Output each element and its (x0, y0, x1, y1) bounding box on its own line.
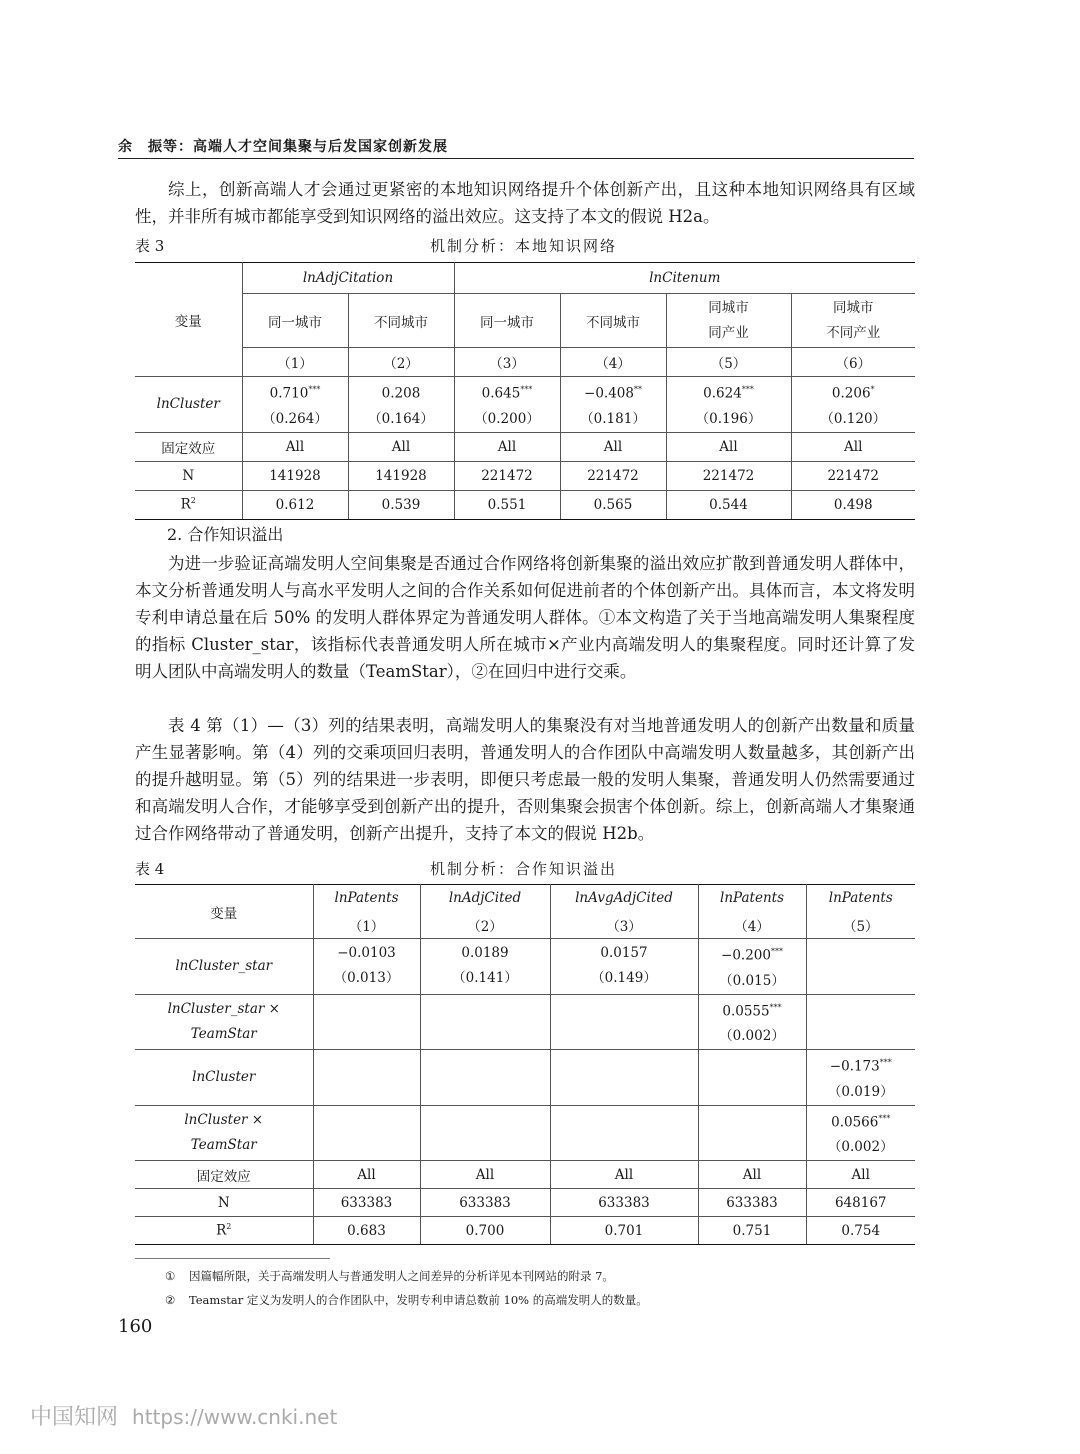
paragraph-results: 表 4 第（1）—（3）列的结果表明，高端发明人的集聚没有对当地普通发明人的创新产出数量和质量产生显著影响。第（4）列的交乘项回归表明，普通发明人的合作团队中高端发明人数量越多，其创新产出的提升越明显。第（5）列的结果进一步表明，即便只考虑最一般的发明人集聚，普通发明人仍然需要通过和高端发明人合作，才能够享受到创新产出的提升，否则集聚会损害个体创新。综上，创新高端人才集聚通过合作网络带动了普通发明，创新产出提升，支持了本文的假说 H2b。 (135, 716, 915, 843)
table3-cell: 221472 (791, 461, 915, 490)
table3-num1: （1） (242, 348, 348, 377)
table4-fe-label: 固定效应 (135, 1161, 313, 1189)
table4-num2: （2） (420, 912, 550, 939)
table3-col1: 同一城市 (242, 294, 348, 348)
table3-cell: All (348, 432, 454, 461)
table4-n-label: N (135, 1189, 313, 1217)
table4-label: 表 4 (135, 860, 165, 878)
table3-caption: 机制分析：本地知识网络 (430, 237, 618, 255)
table3-cell: 0.624*** （0.196） (666, 377, 791, 433)
table3-cell: All (560, 432, 666, 461)
table4-cell (420, 1050, 550, 1106)
table4-num4: （4） (698, 912, 806, 939)
page-number: 160 (118, 1316, 153, 1337)
table4-dep1: lnPatents (313, 885, 420, 912)
table3-num2: （2） (348, 348, 454, 377)
footnote-1-mark: ① (165, 1269, 176, 1283)
paragraph-collab: 为进一步验证高端发明人空间集聚是否通过合作网络将创新集聚的溢出效应扩散到普通发明人群体中，本文分析普通发明人与高水平发明人之间的合作关系如何促进前者的个体创新产出。具体而言，本文将发明专利申请总量在后 50% 的发明人群体界定为普通发明人群体。①本文构造了关于当地高端发明人集聚程度的指标 Cluster_star，该指标代表普通发明人所在城市×产业内高端发明人的集聚程度。同时还计算了发明人团队中高端发明人的数量（TeamStar），②在回归中进行交乘。 (135, 554, 915, 681)
table4-cell: 633383 (420, 1189, 550, 1217)
header-rule (118, 158, 914, 159)
table4-cell: 0.0566*** （0.002） (806, 1105, 915, 1161)
table4-dep4: lnPatents (698, 885, 806, 912)
table3-num5: （5） (666, 348, 791, 377)
table4-cell (698, 1050, 806, 1106)
table4-cell: 0.751 (698, 1217, 806, 1245)
table3-cell: 0.710*** （0.264） (242, 377, 348, 433)
table3-cell: 221472 (560, 461, 666, 490)
table4-dep5: lnPatents (806, 885, 915, 912)
table4-cell (550, 994, 698, 1050)
running-header: 余 振等：高端人才空间集聚与后发国家创新发展 (118, 139, 448, 155)
table4-dep3: lnAvgAdjCited (550, 885, 698, 912)
table3-cell: 0.539 (348, 490, 454, 519)
table3-fe-label: 固定效应 (135, 432, 242, 461)
watermark-brand: 中国知网 (30, 1405, 119, 1430)
table3-cell: 0.551 (454, 490, 560, 519)
section-subheading: 2. 合作知识溢出 (167, 525, 284, 544)
table4-cell (550, 1105, 698, 1161)
table4-cell: 0.700 (420, 1217, 550, 1245)
table4-num1: （1） (313, 912, 420, 939)
table4-dep2: lnAdjCited (420, 885, 550, 912)
table4-cell: All (550, 1161, 698, 1189)
table4-cell (313, 1105, 420, 1161)
table4-row-cluster-x-teamstar: lnCluster × TeamStar (135, 1105, 313, 1161)
watermark (30, 1400, 337, 1431)
table3-group2: lnCitenum (454, 263, 915, 294)
footnote-2-mark: ② (165, 1293, 176, 1307)
table4-cell: 0.701 (550, 1217, 698, 1245)
table4-cell (698, 1105, 806, 1161)
table3-num6: （6） (791, 348, 915, 377)
table3-cell: 0.645*** （0.200） (454, 377, 560, 433)
table4-cell: All (806, 1161, 915, 1189)
table3-col2: 不同城市 (348, 294, 454, 348)
table3-cell: All (242, 432, 348, 461)
footnote-1 (165, 1268, 614, 1284)
table3-cell: −0.408** （0.181） (560, 377, 666, 433)
table3-cell: All (791, 432, 915, 461)
table4-cell: 0.0555*** （0.002） (698, 994, 806, 1050)
table4-cell (420, 1105, 550, 1161)
table4-cell (313, 994, 420, 1050)
table4-cell (806, 994, 915, 1050)
table3-label: 表 3 (135, 237, 165, 255)
table3-r2-label: $R^2$ (135, 490, 242, 519)
footnote-2 (165, 1292, 648, 1308)
table4-var-header: 变量 (135, 885, 313, 939)
table3-cell: 0.498 (791, 490, 915, 519)
watermark-url[interactable]: https://www.cnki.net (132, 1405, 338, 1429)
table3-cell: 0.206* （0.120） (791, 377, 915, 433)
table3-num4: （4） (560, 348, 666, 377)
table3-cell: 141928 (348, 461, 454, 490)
table3-var-header: 变量 (135, 263, 242, 377)
table4-cell: 0.0157 （0.149） (550, 939, 698, 995)
table3-col3: 同一城市 (454, 294, 560, 348)
table3-n-label: N (135, 461, 242, 490)
table4-cell: All (698, 1161, 806, 1189)
table4-cell: −0.0103 （0.013） (313, 939, 420, 995)
table3-cell: 221472 (666, 461, 791, 490)
table4-row-cluster-star: lnCluster_star (135, 939, 313, 995)
table3 (135, 262, 915, 520)
table4 (135, 884, 915, 1245)
table4-cell: 648167 (806, 1189, 915, 1217)
table4-row-cluster-star-x-teamstar: lnCluster_star × TeamStar (135, 994, 313, 1050)
table4-cell: 633383 (313, 1189, 420, 1217)
table4-cell (313, 1050, 420, 1106)
table4-cell: All (313, 1161, 420, 1189)
table3-row-cluster-label: lnCluster (135, 377, 242, 433)
footnote-rule (135, 1258, 330, 1259)
table4-num3: （3） (550, 912, 698, 939)
table4-cell: −0.173*** （0.019） (806, 1050, 915, 1106)
footnote-1-text: 因篇幅所限，关于高端发明人与普通发明人之间差异的分析详见本刊网站的附录 7。 (188, 1269, 614, 1283)
table4-cell: 0.754 (806, 1217, 915, 1245)
table3-cell: All (454, 432, 560, 461)
table3-cell: 221472 (454, 461, 560, 490)
table4-cell: −0.200*** （0.015） (698, 939, 806, 995)
table3-num3: （3） (454, 348, 560, 377)
paragraph-summary: 综上，创新高端人才会通过更紧密的本地知识网络提升个体创新产出，且这种本地知识网络具有区域性，并非所有城市都能享受到知识网络的溢出效应。这支持了本文的假说 H2a。 (135, 180, 915, 226)
table3-cell: 0.565 (560, 490, 666, 519)
table4-cell: All (420, 1161, 550, 1189)
table3-cell: 0.208 （0.164） (348, 377, 454, 433)
table3-col6: 同城市 不同产业 (791, 294, 915, 348)
table4-cell (806, 939, 915, 995)
footnote-2-text: Teamstar 定义为发明人的合作团队中，发明专利申请总数前 10% 的高端发明人的数量。 (188, 1293, 648, 1307)
table4-cell (420, 994, 550, 1050)
table4-cell: 0.0189 （0.141） (420, 939, 550, 995)
table3-col4: 不同城市 (560, 294, 666, 348)
table3-cell: 0.612 (242, 490, 348, 519)
table3-col5: 同城市 同产业 (666, 294, 791, 348)
table4-cell: 633383 (698, 1189, 806, 1217)
table4-num5: （5） (806, 912, 915, 939)
table3-group1: lnAdjCitation (242, 263, 454, 294)
table3-cell: All (666, 432, 791, 461)
table4-row-cluster: lnCluster (135, 1050, 313, 1106)
table4-caption: 机制分析：合作知识溢出 (430, 860, 618, 878)
table4-cell: 0.683 (313, 1217, 420, 1245)
table4-r2-label: $R^2$ (135, 1217, 313, 1245)
table4-cell (550, 1050, 698, 1106)
table3-cell: 0.544 (666, 490, 791, 519)
table3-cell: 141928 (242, 461, 348, 490)
table4-cell: 633383 (550, 1189, 698, 1217)
